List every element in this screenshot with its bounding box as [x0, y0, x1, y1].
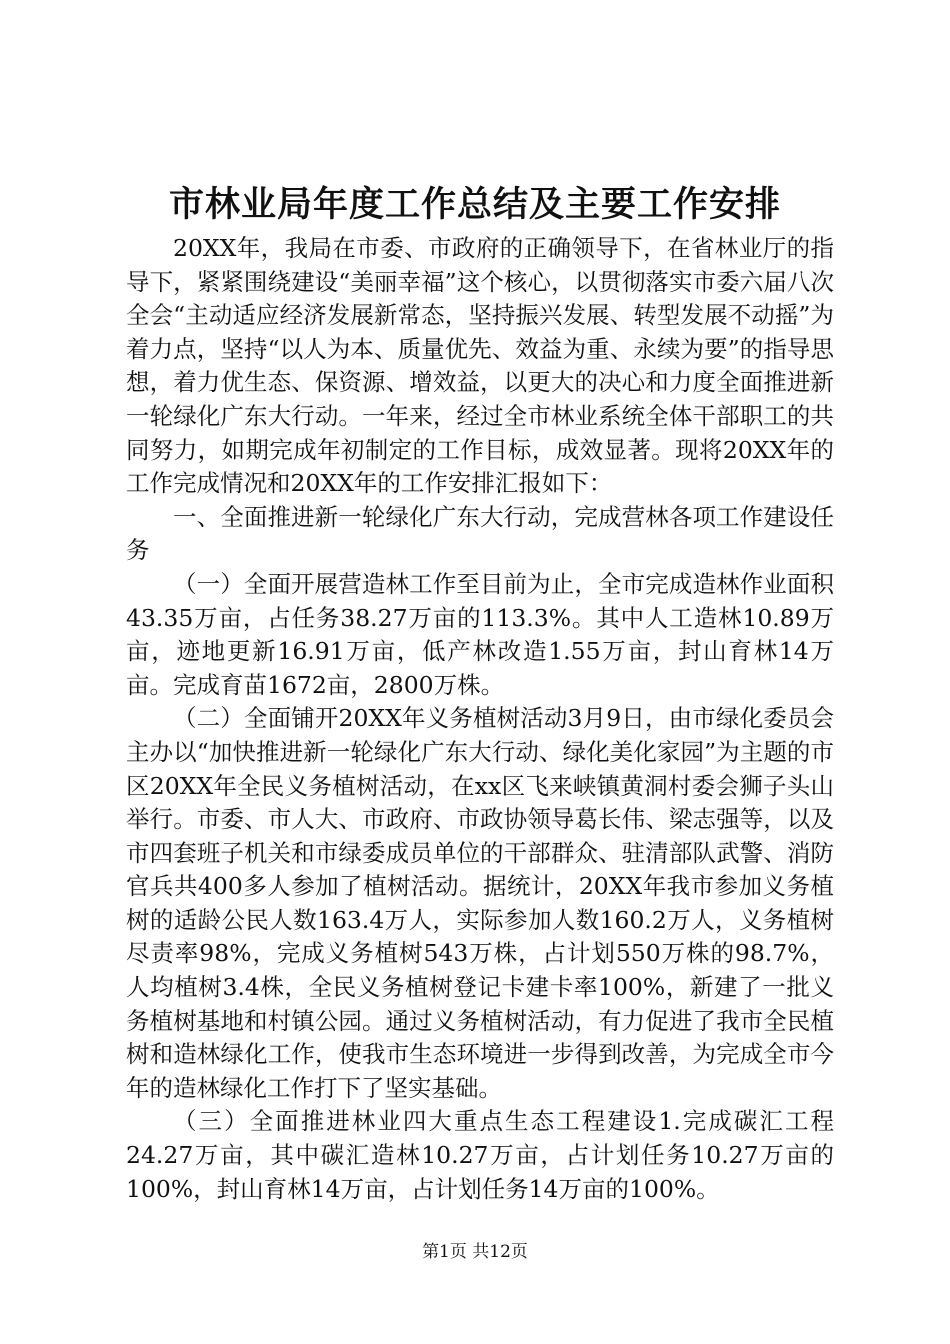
page-number-footer: 第1页 共12页: [422, 1242, 528, 1262]
document-title: 市林业局年度工作总结及主要工作安排: [168, 184, 781, 225]
subsection-paragraph-2: （二）全面铺开20XX年义务植树活动3月9日，由市绿化委员会主办以“加快推进新一轮绿化广东大行动、绿化美化家园”为主题的市区20XX年全民义务植树活动，在xx区飞来峡镇黄洞村委会狮子头山举行。市委、市人大、市政府、市政协领导葛长伟、梁志强等，以及市四套班子机关和市绿委成员单位的干部群众、驻清部队武警、消防官兵共400多人参加了植树活动。据统计，20XX年我市参加义务植树的适龄公民人数163.4万人，实际参加人数160.2万人，义务植树尽责率98%，完成义务植树543万株，占计划550万株的98.7%，人均植树3.4株，全民义务植树登记卡建卡率100%，新建了一批义务植树基地和村镇公园。通过义务植树活动，有力促进了我市全民植树和造林绿化工作，使我市生态环境进一步得到改善，为完成全市今年的造林绿化工作打下了坚实基础。: [126, 704, 834, 1102]
section-heading: 一、全面推进新一轮绿化广东大行动，完成营林各项工作建设任务: [126, 502, 834, 565]
document-body: [126, 232, 834, 1206]
subsection-paragraph-3: （三）全面推进林业四大重点生态工程建设1.完成碳汇工程24.27万亩，其中碳汇造林10.27万亩，占计划任务10.27万亩的100%，封山育林14万亩，占计划任务14万亩的100%。: [126, 1107, 834, 1203]
intro-paragraph: 20XX年，我局在市委、市政府的正确领导下，在省林业厅的指导下，紧紧围绕建设“美丽幸福”这个核心，以贯彻落实市委六届八次全会“主动适应经济发展新常态，坚持振兴发展、转型发展不动摇”为着力点，坚持“以人为本、质量优先、效益为重、永续为要”的指导思想，着力优生态、保资源、增效益，以更大的决心和力度全面推进新一轮绿化广东大行动。一年来，经过全市林业系统全体干部职工的共同努力，如期完成年初制定的工作目标，成效显著。现将20XX年的工作完成情况和20XX年的工作安排汇报如下：: [126, 234, 834, 498]
subsection-paragraph-1: （一）全面开展营造林工作至目前为止，全市完成造林作业面积43.35万亩，占任务38.27万亩的113.3%。其中人工造林10.89万亩，迹地更新16.91万亩，低产林改造1.55万亩，封山育林14万亩。完成育苗1672亩，2800万株。: [126, 569, 834, 699]
